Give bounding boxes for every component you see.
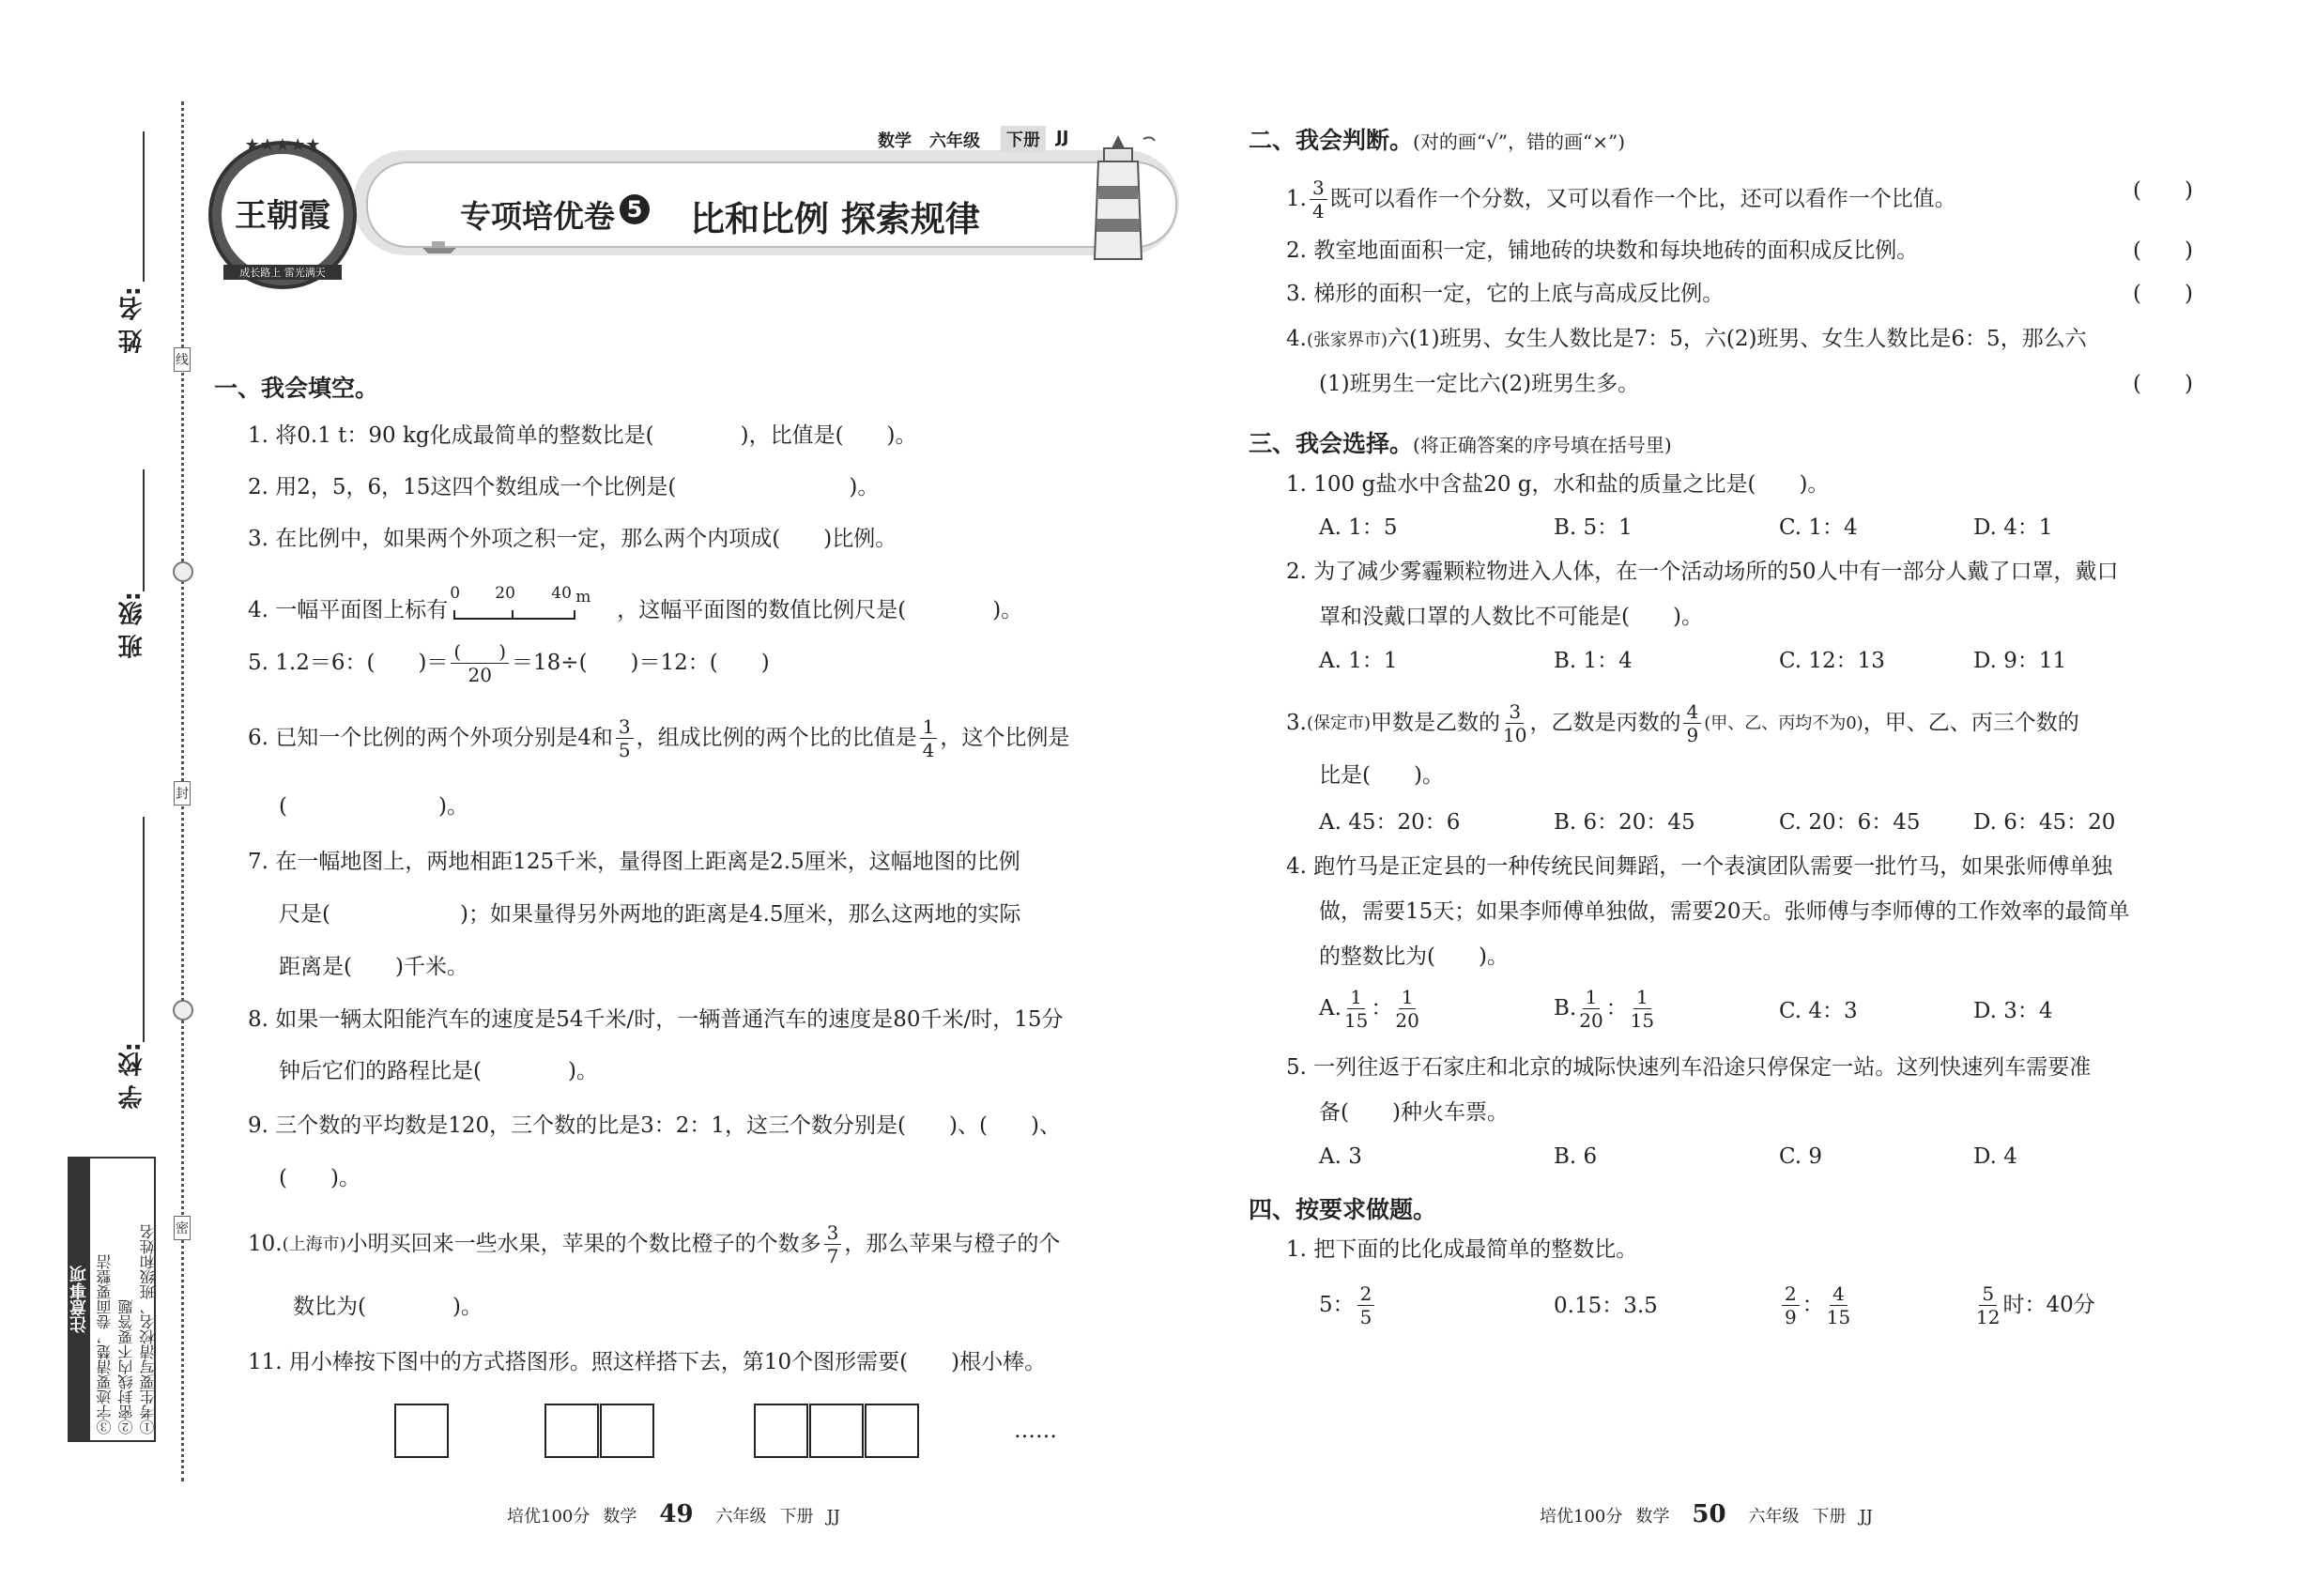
page-number: 49 — [659, 1500, 694, 1528]
title-prefix: 专项培优卷 — [460, 198, 615, 235]
option-d[interactable]: D. 9：11 — [1973, 649, 2067, 673]
seal-mark-close: 密 — [174, 1216, 191, 1240]
question-1-10: 10. (上海市) 小明买回来一些水果，苹果的个数比橙子的个数多 $\frac{3}{7}$ ，那么苹果与橙子的个 — [248, 1221, 1061, 1267]
option-c[interactable]: C. 4：3 — [1779, 999, 1858, 1023]
question-1-7: 7. 在一幅地图上，两地相距125千米，量得图上距离是2.5厘米，这幅地图的比例 — [248, 850, 1020, 874]
fraction: $\frac{3}{7}$ — [824, 1223, 842, 1266]
question-1-9: 9. 三个数的平均数是120，三个数的比是3：2：1，这三个数分别是( )、( )、 — [248, 1113, 1061, 1138]
question-1-11: 11. 用小棒按下图中的方式搭图形。照这样搭下去，第10个图形需要( )根小棒。 — [248, 1350, 1047, 1374]
source-note: (张家界市) — [1306, 330, 1388, 350]
question-1-5 — [248, 642, 770, 684]
question-2-4-cont: (1)班男生一定比六(2)班男生多。 — [1319, 372, 1640, 396]
stick-figure-3 — [754, 1404, 808, 1458]
question-3-4: 4. 跑竹马是正定县的一种传统民间舞蹈，一个表演团队需要一批竹马，如果张师傅单独 — [1286, 854, 2113, 879]
question-1-6-cont: ( )。 — [279, 794, 468, 819]
question-1-10-cont: 数比为( )。 — [293, 1295, 483, 1319]
title-number-badge: 5 — [620, 194, 650, 224]
meta-edition: JJ — [1056, 128, 1069, 147]
footer-right: 培优100分 数学 50 六年级 下册 JJ — [1540, 1500, 1873, 1528]
notes-label: 注意事项 — [69, 1159, 90, 1440]
question-2-1: 1. $\frac{3}{4}$ 既可以看作一个分数，又可以看作一个比，还可以看作一个比值。 — [1286, 176, 1956, 223]
question-2-2: 2. 教室地面面积一定，铺地砖的块数和每块地砖的面积成反比例。 — [1286, 238, 1919, 263]
name-label: 姓 名: — [118, 286, 146, 354]
stick-figure-3 — [865, 1404, 919, 1458]
brand-logo — [208, 135, 357, 289]
source-note: (保定市) — [1306, 713, 1371, 733]
continuation-dots: …… — [1014, 1419, 1057, 1443]
question-1-7-cont: 距离是( )千米。 — [279, 955, 468, 979]
option-d[interactable]: D. 4 — [1973, 1144, 2017, 1169]
question-3-5-cont: 备( )种火车票。 — [1319, 1100, 1509, 1125]
stick-figure-3 — [809, 1404, 864, 1458]
question-text: ，这幅平面图的数值比例尺是( )。 — [617, 598, 1023, 622]
question-1-7-cont: 尺是( )；如果量得另外两地的距离是4.5厘米，那么这两地的实际 — [279, 902, 1021, 927]
page-number: 50 — [1692, 1500, 1726, 1528]
ratio-expression: 5： $\frac{2}{5}$ — [1319, 1284, 1377, 1327]
answer-paren[interactable]: ( ) — [2133, 372, 2193, 396]
question-3-1: 1. 100 g盐水中含盐20 g，水和盐的质量之比是( )。 — [1286, 472, 1830, 497]
page-title: 比和比例 探索规律 — [690, 199, 980, 239]
scale-tick-label: 0 — [450, 584, 461, 603]
question-text: ＝18÷( )＝12：( ) — [512, 651, 770, 675]
option-d[interactable]: D. 3：4 — [1973, 999, 2053, 1023]
logo-motto: 成长路上 雷光满天 — [223, 265, 342, 280]
question-1-9-cont: ( )。 — [279, 1166, 360, 1190]
question-3-3-cont: 比是( )。 — [1319, 763, 1444, 788]
option-b[interactable]: B. 1：4 — [1554, 649, 1633, 673]
option-c[interactable]: C. 9 — [1779, 1144, 1823, 1169]
seal-mark-seal: 封 — [174, 781, 191, 806]
question-1-2: 2. 用2，5，6，15这四个数组成一个比例是( )。 — [248, 475, 880, 499]
option-c[interactable]: C. 12：13 — [1779, 649, 1885, 673]
question-2-4: 4.(张家界市)六(1)班男、女生人数比是7：5，六(2)班男、女生人数比是6：5，那么六 — [1286, 327, 2087, 351]
scale-bar — [448, 584, 617, 622]
ratio-expression: $\frac{5}{12}$ 时：40分 — [1976, 1282, 2095, 1328]
question-1-8: 8. 如果一辆太阳能汽车的速度是54千米/时，一辆普通汽车的速度是80千米/时，15分 — [248, 1007, 1064, 1032]
answer-paren[interactable]: ( ) — [2133, 178, 2193, 203]
question-3-2-cont: 罩和没戴口罩的人数比不可能是( )。 — [1319, 605, 1703, 629]
fraction: $\frac{3}{4}$ — [1310, 178, 1327, 221]
option-b[interactable]: B. 5：1 — [1554, 515, 1633, 540]
question-1-1: 1. 将0.1 t：90 kg化成最简单的整数比是( )，比值是( )。 — [248, 423, 917, 448]
note-item: ①考生要写清校名、班级和姓名 — [139, 1224, 157, 1435]
section-2-heading: 二、我会判断。(对的画“√”，错的画“×”) — [1249, 127, 1626, 154]
scale-tick-label: 40 — [551, 584, 572, 603]
option-a[interactable]: A. 45：20：6 — [1319, 810, 1461, 835]
answer-paren[interactable]: ( ) — [2133, 282, 2193, 306]
section-1-heading: 一、我会填空。 — [214, 375, 379, 402]
ratio-expression: 0.15：3.5 — [1554, 1294, 1658, 1318]
seal-mark-line: 线 — [174, 347, 191, 372]
option-b[interactable]: B. $\frac{1}{20}$ ： $\frac{1}{15}$ — [1554, 986, 1655, 1032]
question-3-5: 5. 一列往返于石家庄和北京的城际快速列车沿途只停保定一站。这列快速列车需要准 — [1286, 1055, 2092, 1080]
ship-icon — [421, 237, 458, 255]
question-2-3: 3. 梯形的面积一定，它的上底与高成反比例。 — [1286, 282, 1725, 306]
option-a[interactable]: A. 1：5 — [1319, 515, 1398, 540]
question-text: 4. 一幅平面图上标有 — [248, 598, 449, 622]
question-3-3: 3. (保定市) 甲数是乙数的 $\frac{3}{10}$ ，乙数是丙数的 $\frac{4}{9}$ (甲、乙、丙均不为0) ，甲、乙、丙三个数的 — [1286, 700, 2079, 746]
stick-figure-2 — [600, 1404, 654, 1458]
fraction: $\frac{3}{10}$ — [1503, 700, 1527, 746]
stick-figure-2 — [544, 1404, 599, 1458]
question-1-8-cont: 钟后它们的路程比是( )。 — [279, 1059, 598, 1083]
logo-text: 王朝霞 — [235, 197, 330, 235]
option-d[interactable]: D. 4：1 — [1973, 515, 2053, 540]
class-line[interactable] — [143, 469, 145, 591]
footer-left: 培优100分 数学 49 六年级 下册 JJ — [507, 1500, 840, 1528]
question-1-4 — [248, 584, 1023, 622]
question-4-1: 1. 把下面的比化成最简单的整数比。 — [1286, 1237, 1638, 1262]
option-a[interactable]: A. $\frac{1}{15}$ ： $\frac{1}{20}$ — [1319, 986, 1419, 1032]
fraction: $\frac{3}{5}$ — [616, 717, 634, 760]
option-c[interactable]: C. 20：6：45 — [1779, 810, 1921, 835]
binding-hole-icon — [173, 561, 193, 582]
question-3-4-cont: 做，需要15天；如果李师傅单独做，需要20天。张师傅与李师傅的工作效率的最简单 — [1319, 899, 2130, 924]
note-item: ②密封线内不要答题 — [117, 1299, 135, 1435]
note-item: ③字迹要清楚，卷面要整洁 — [96, 1254, 114, 1435]
question-1-3: 3. 在比例中，如果两个外项之积一定，那么两个内项成( )比例。 — [248, 527, 897, 551]
question-note: (甲、乙、丙均不为0) — [1704, 713, 1863, 733]
question-3-2: 2. 为了减少雾霾颗粒物进入人体，在一个活动场所的50人中有一部分人戴了口罩，戴口 — [1286, 560, 2119, 584]
answer-paren[interactable]: ( ) — [2133, 238, 2193, 263]
question-3-4-cont: 的整数比为( )。 — [1319, 944, 1509, 969]
fraction: $\frac{( )}{20}$ — [451, 642, 509, 684]
name-line[interactable] — [143, 131, 145, 282]
question-1-6: 6. 已知一个比例的两个外项分别是4和 $\frac{3}{5}$ ，组成比例的两个比的比值是 $\frac{1}{4}$ ，这个比例是 — [248, 715, 1070, 761]
class-label: 班 级: — [118, 591, 146, 659]
option-b[interactable]: B. 6 — [1554, 1144, 1598, 1169]
star-icon: ★★★★★ — [244, 135, 321, 155]
option-d[interactable]: D. 6：45：20 — [1973, 810, 2116, 835]
option-c[interactable]: C. 1：4 — [1779, 515, 1858, 540]
binding-hole-icon — [173, 1000, 193, 1021]
section-4-heading: 四、按要求做题。 — [1249, 1196, 1437, 1223]
meta-subject: 数学 — [878, 131, 912, 151]
fraction: $\frac{4}{9}$ — [1683, 702, 1701, 744]
stick-figure-1 — [394, 1404, 449, 1458]
ratio-expression: $\frac{2}{9}$ ： $\frac{4}{15}$ — [1779, 1284, 1853, 1327]
meta-volume: 下册 — [1001, 126, 1046, 152]
option-a[interactable]: A. 1：1 — [1319, 649, 1398, 673]
scale-unit: m — [575, 588, 591, 606]
exam-notes-box — [68, 1157, 156, 1442]
source-note: (上海市) — [282, 1234, 346, 1254]
school-line[interactable] — [143, 817, 145, 1042]
section-3-heading: 三、我会选择。(将正确答案的序号填在括号里) — [1249, 430, 1672, 457]
meta-grade: 六年级 — [929, 131, 980, 151]
fraction: $\frac{1}{4}$ — [920, 717, 938, 760]
lighthouse-icon — [1078, 120, 1162, 261]
option-a[interactable]: A. 3 — [1319, 1144, 1362, 1169]
school-label: 学 校: — [118, 1042, 146, 1110]
scale-tick-label: 20 — [495, 584, 515, 603]
option-b[interactable]: B. 6：20：45 — [1554, 810, 1695, 835]
question-text: 5. 1.2＝6：( )＝ — [248, 651, 449, 675]
